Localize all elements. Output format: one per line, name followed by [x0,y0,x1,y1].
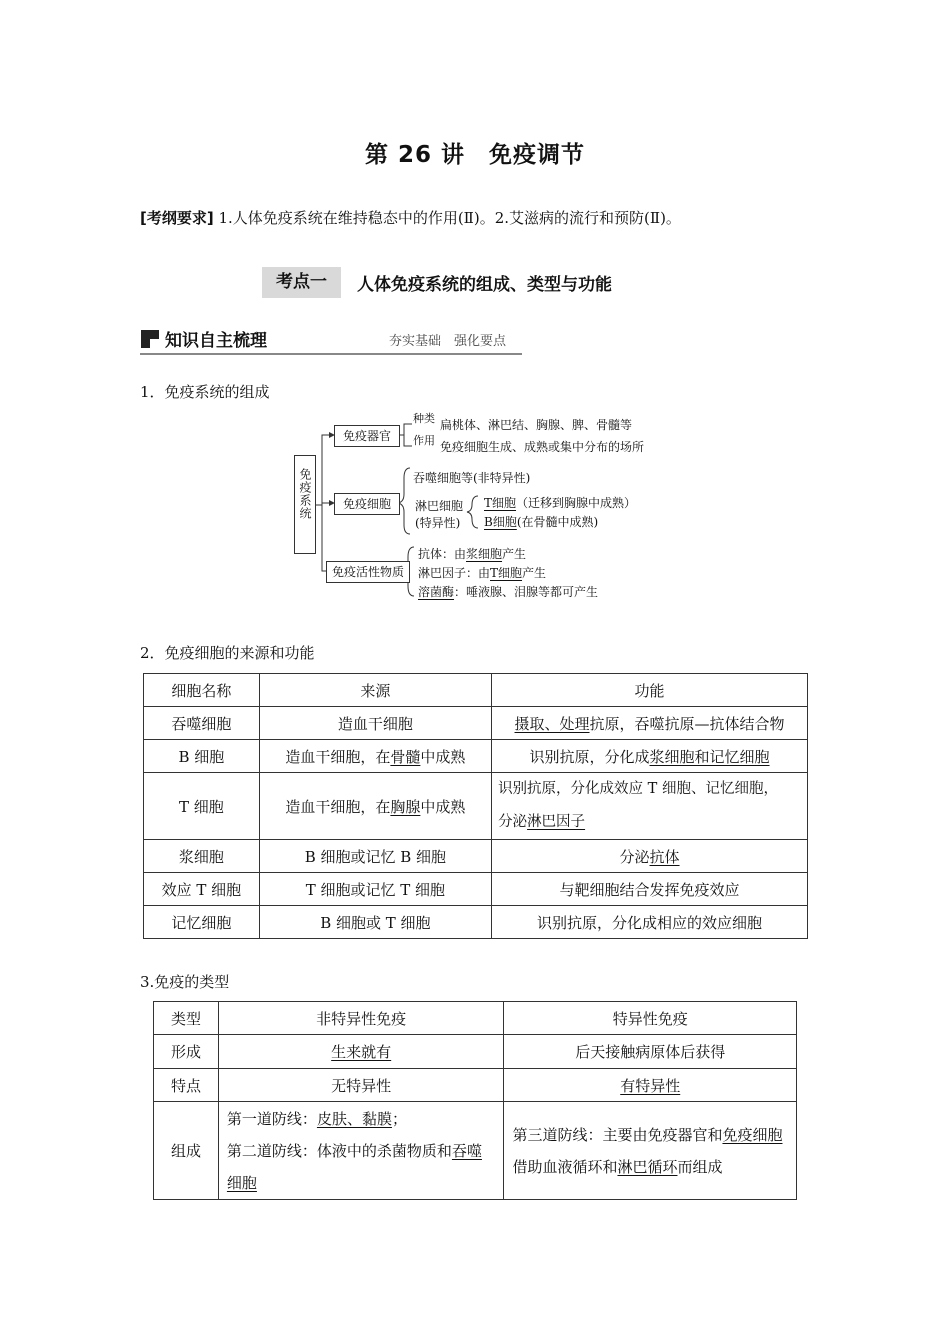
section-header-subtitle: 夯实基础 强化要点 [389,334,507,349]
specific-cell: 第三道防线：主要由免疫器官和免疫细胞借助血液循环和淋巴循环而组成 [504,1102,797,1200]
table-header: 类型 [154,1002,219,1035]
page-title: 第 26 讲 免疫调节 [364,142,586,168]
table-row [144,840,808,873]
cell-function: 识别抗原，分化成效应 T 细胞、记忆细胞， 分泌淋巴因子 [492,773,808,840]
table-row [154,1069,797,1102]
nonspecific-cell: 生来就有 [218,1035,504,1069]
specific-cell: 后天接触病原体后获得 [504,1035,797,1069]
nonspecific-cell: 第一道防线：皮肤、黏膜； 第二道防线：体液中的杀菌物质和吞噬细胞 [218,1102,504,1200]
root-box [294,455,316,554]
table-row [144,873,808,906]
immune-cells-table [143,673,808,939]
table-row [154,1102,797,1200]
organ-kind-text: 扁桃体、淋巴结、胸腺、脾、骨髓等 [440,418,633,432]
cells-box: 免疫细胞 [334,493,400,515]
phagocyte-text: 吞噬细胞等(非特异性) [413,471,531,485]
cell-function: 与靶细胞结合发挥免疫效应 [492,873,808,906]
table-header: 非特异性免疫 [218,1002,504,1035]
cell-function: 摄取、处理抗原，吞噬抗原—抗体结合物 [492,707,808,740]
table-header: 功能 [492,674,808,707]
section2-heading: 2．免疫细胞的来源和功能 [140,644,315,662]
cell-name: 浆细胞 [144,840,260,873]
t-cell-line [484,494,636,511]
b-cell-line [484,513,598,530]
table-header: 细胞名称 [144,674,260,707]
root-label: 免疫系统 [298,468,312,520]
row-label: 形成 [154,1035,219,1069]
lysozyme-line: 溶菌酶：唾液腺、泪腺等都可产生 [418,585,599,599]
organ-role-label: 作用 [413,434,435,447]
diagram-connectors [0,0,950,620]
table-row [144,707,808,740]
section-header-title: 知识自主梳理 [165,331,267,351]
lymphocyte-sub: (特异性) [415,516,461,530]
cell-name: B 细胞 [144,740,260,773]
kaodian-name: 人体免疫系统的组成、类型与功能 [357,275,612,295]
requirements-text: 1.人体免疫系统在维持稳态中的作用(Ⅱ)。2.艾滋病的流行和预防(Ⅱ)。 [218,209,681,227]
section1-heading: 1．免疫系统的组成 [140,383,270,401]
row-label: 组成 [154,1102,219,1200]
b-cell-note: (在骨髓中成熟) [516,515,599,529]
table-row [144,740,808,773]
cell-source: B 细胞或 T 细胞 [259,906,491,939]
table-header: 来源 [259,674,491,707]
t-cell-name: T细胞 [484,496,517,510]
antibody-line: 抗体：由浆细胞产生 [418,547,527,561]
row-label: 特点 [154,1069,219,1102]
cell-source: 造血干细胞，在胸腺中成熟 [259,773,491,840]
organ-role-text: 免疫细胞生成、成熟或集中分布的场所 [440,440,645,454]
table-header-row [144,674,808,707]
immune-system-diagram [0,0,950,620]
cell-source: 造血干细胞，在骨髓中成熟 [259,740,491,773]
active-substance-box: 免疫活性物质 [326,561,410,583]
cell-name: 记忆细胞 [144,906,260,939]
immunity-types-table [153,1001,797,1200]
cell-name: T 细胞 [144,773,260,840]
cell-function: 识别抗原，分化成浆细胞和记忆细胞 [492,740,808,773]
cell-function: 分泌抗体 [492,840,808,873]
table-row [144,773,808,840]
cell-source: 造血干细胞 [259,707,491,740]
specific-cell: 有特异性 [504,1069,797,1102]
cell-name: 吞噬细胞 [144,707,260,740]
cell-source: T 细胞或记忆 T 细胞 [259,873,491,906]
cell-function: 识别抗原，分化成相应的效应细胞 [492,906,808,939]
cell-source: B 细胞或记忆 B 细胞 [259,840,491,873]
b-cell-name: B细胞 [484,515,517,529]
requirements-label: [考纲要求] [140,209,214,227]
table-header-row [154,1002,797,1035]
section3-heading: 3.免疫的类型 [140,973,230,991]
lymphocyte-text: 淋巴细胞 [415,499,464,513]
table-row [144,906,808,939]
lymphokine-line: 淋巴因子：由T细胞产生 [418,566,547,580]
cell-name: 效应 T 细胞 [144,873,260,906]
t-cell-note: （迁移到胸腺中成熟） [516,496,637,510]
organ-kind-label: 种类 [413,412,435,425]
organ-box: 免疫器官 [334,425,400,447]
kaodian-tag: 考点一 [262,267,341,298]
table-row [154,1035,797,1069]
nonspecific-cell: 无特异性 [218,1069,504,1102]
table-header: 特异性免疫 [504,1002,797,1035]
